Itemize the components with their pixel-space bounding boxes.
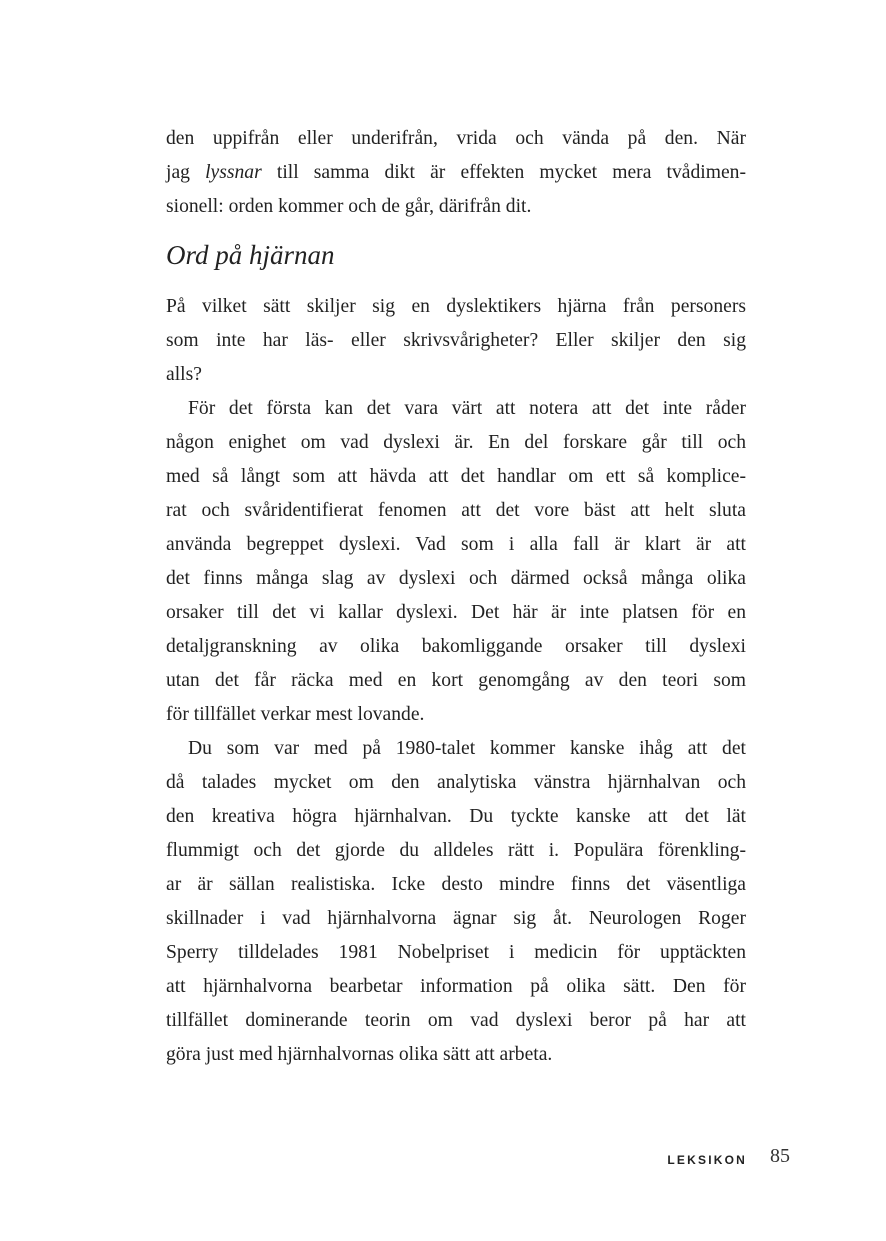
page-footer [640, 1145, 790, 1175]
text-line: orsaker till det vi kallar dyslexi. Det här är inte platsen för en [166, 602, 746, 623]
text-line: använda begreppet dyslexi. Vad som i alla fall är klart är att [166, 534, 746, 555]
emphasized-word: lyssnar [205, 162, 262, 183]
running-head: LEKSIKON [667, 1153, 747, 1167]
section-heading: Ord på hjärnan [166, 240, 335, 270]
text-line: att hjärnhalvorna bearbetar information på olika sätt. Den för [166, 976, 746, 997]
text-line [166, 190, 746, 224]
paragraph [166, 392, 746, 732]
text-line: tillfället dominerande teorin om vad dyslexi beror på har att [166, 1010, 746, 1031]
text-line: någon enighet om vad dyslexi är. En del forskare går till och [166, 432, 746, 453]
text-line: då talades mycket om den analytiska vänstra hjärnhalvan och [166, 772, 746, 793]
section-body [166, 290, 746, 1072]
paragraph [166, 732, 746, 1072]
text-line: Sperry tilldelades 1981 Nobelpriset i medicin för upptäckten [166, 942, 746, 963]
text-line [166, 122, 746, 156]
text-run: den uppifrån eller underifrån, vrida och vända på den. När [166, 128, 746, 149]
text-line: göra just med hjärnhalvornas olika sätt att arbeta. [166, 1044, 553, 1065]
text-line: som inte har läs- eller skrivsvårigheter? Eller skiljer den sig [166, 330, 746, 351]
paragraph [166, 290, 746, 392]
continued-paragraph [166, 122, 746, 224]
text-line: ar är sällan realistiska. Icke desto mindre finns det väsentliga [166, 874, 746, 895]
text-line: flummigt och det gjorde du alldeles rätt i. Populära förenkling- [166, 840, 746, 861]
text-line: alls? [166, 364, 202, 385]
text-line: skillnader i vad hjärnhalvorna ägnar sig åt. Neurologen Roger [166, 908, 746, 929]
text-line: Du som var med på 1980-talet kommer kanske ihåg att det [188, 738, 746, 759]
text-line: På vilket sätt skiljer sig en dyslektikers hjärna från personers [166, 296, 746, 317]
text-line: rat och svåridentifierat fenomen att det vore bäst att helt sluta [166, 500, 746, 521]
text-line: det finns många slag av dyslexi och därmed också många olika [166, 568, 746, 589]
text-run: sionell: orden kommer och de går, därifrån dit. [166, 196, 532, 217]
page-number: 85 [770, 1145, 790, 1167]
text-line [166, 156, 746, 190]
text-line: den kreativa högra hjärnhalvan. Du tyckte kanske att det lät [166, 806, 746, 827]
text-line: detaljgranskning av olika bakomliggande orsaker till dyslexi [166, 636, 746, 657]
text-line: för tillfället verkar mest lovande. [166, 704, 425, 725]
text-line: För det första kan det vara värt att notera att det inte råder [188, 398, 746, 419]
text-run: till samma dikt är effekten mycket mera tvådimen- [261, 162, 746, 183]
text-run: jag [166, 162, 206, 183]
text-line: med så långt som att hävda att det handlar om ett så komplice- [166, 466, 746, 487]
text-line: utan det får räcka med en kort genomgång av den teori som [166, 670, 746, 691]
